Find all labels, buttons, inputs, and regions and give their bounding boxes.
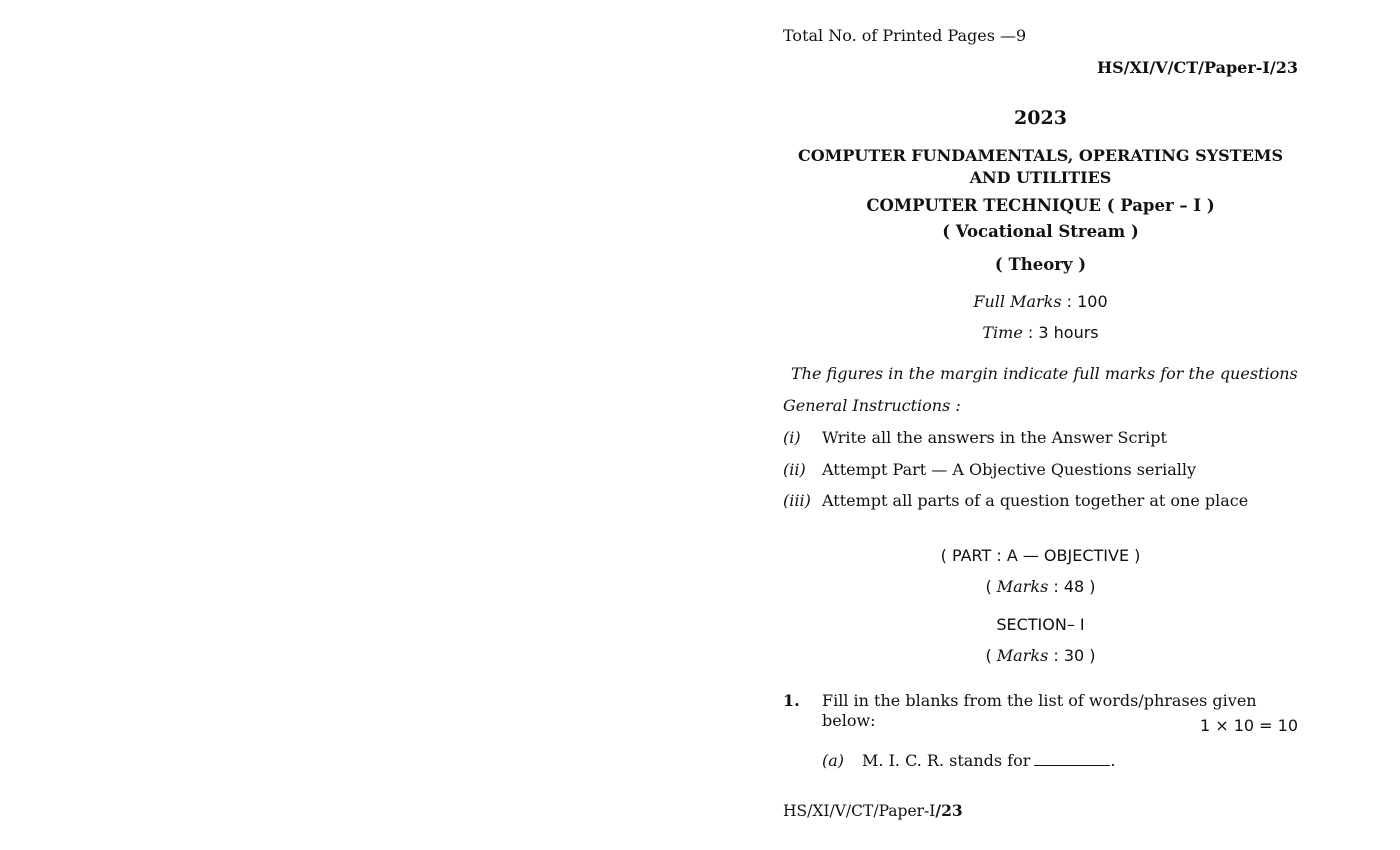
time-label: Time	[982, 323, 1023, 342]
part-marks-label: Marks	[996, 577, 1049, 596]
part-marks	[783, 577, 1298, 596]
exam-year: 2023	[1014, 107, 1067, 129]
exam-time	[783, 323, 1298, 342]
subject-title: COMPUTER TECHNIQUE ( Paper – I )	[866, 196, 1215, 215]
section-marks	[783, 646, 1298, 665]
section-title: SECTION– I	[996, 615, 1085, 634]
question-number: 1.	[783, 691, 800, 710]
question-marks: 1 × 10 = 10	[1199, 716, 1298, 735]
sub-question-label: (a)	[822, 751, 845, 770]
theory-label: ( Theory )	[994, 255, 1087, 274]
time-value: 3 hours	[1038, 323, 1099, 342]
exam-title-line1: COMPUTER FUNDAMENTALS, OPERATING SYSTEMS	[797, 146, 1284, 165]
full-marks-label: Full Marks	[973, 292, 1062, 311]
printed-pages-count: Total No. of Printed Pages —9	[783, 26, 1027, 45]
general-instructions-heading: General Instructions :	[783, 396, 961, 415]
section-marks-value: : 30 )	[1048, 646, 1096, 665]
sub-question-end: .	[1110, 751, 1116, 770]
section-marks-label: Marks	[996, 646, 1049, 665]
exam-title-line2: AND UTILITIES	[969, 168, 1112, 187]
instruction-number: (iii)	[783, 491, 811, 510]
time-sep: :	[1022, 323, 1039, 342]
instruction-number: (ii)	[783, 460, 806, 479]
margin-note: The figures in the margin indicate full marks for the questions	[791, 364, 1298, 383]
footer-code-prefix: HS/XI/V/CT/Paper-I	[783, 802, 936, 820]
full-marks	[783, 292, 1298, 311]
part-title: ( PART : A — OBJECTIVE )	[940, 546, 1141, 565]
footer-paper-code	[783, 801, 963, 820]
instruction-text: Attempt all parts of a question together at one place	[822, 491, 1249, 510]
stream-title: ( Vocational Stream )	[942, 222, 1139, 241]
question-text: Fill in the blanks from the list of words/phrases given below:	[822, 691, 1257, 730]
answer-blank[interactable]	[1034, 764, 1110, 766]
exam-page	[783, 0, 1298, 850]
full-marks-sep: :	[1061, 292, 1078, 311]
footer-code-suffix: /23	[935, 801, 963, 820]
full-marks-value: 100	[1077, 292, 1108, 311]
instruction-text: Attempt Part — A Objective Questions serially	[822, 460, 1197, 479]
sub-question-text: M. I. C. R. stands for	[862, 751, 1031, 770]
part-marks-value: : 48 )	[1048, 577, 1096, 596]
part-marks-open: (	[985, 577, 997, 596]
instruction-text: Write all the answers in the Answer Script	[822, 428, 1167, 447]
paper-code: HS/XI/V/CT/Paper-I/23	[1097, 58, 1298, 77]
instruction-number: (i)	[783, 428, 801, 447]
sub-question-a	[822, 751, 1115, 770]
section-marks-open: (	[985, 646, 997, 665]
